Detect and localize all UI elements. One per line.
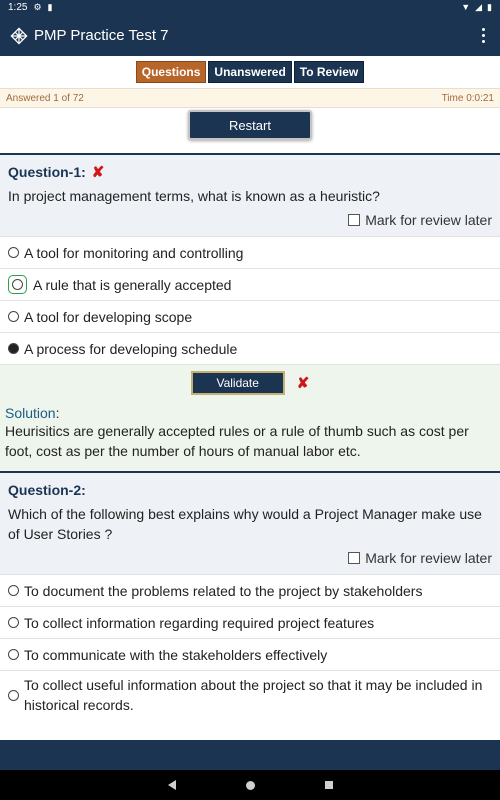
- tab-to-review[interactable]: To Review: [294, 61, 364, 83]
- question-title-row: [8, 479, 492, 501]
- answer-option[interactable]: [0, 236, 500, 268]
- question-text: Which of the following best explains why would a Project Manager make use of User Stories ?: [8, 506, 482, 542]
- overflow-menu-icon[interactable]: [476, 26, 490, 46]
- signal-icon: ◢: [475, 2, 483, 12]
- mark-review-toggle[interactable]: [8, 208, 492, 232]
- status-time: 1:25: [8, 2, 28, 13]
- solution-panel: [0, 401, 500, 471]
- solution-text: Heurisitics are generally accepted rules or a rule of thumb such as cost per foot, cost as per the number of hours of manual labor etc.: [5, 423, 469, 459]
- back-icon[interactable]: [168, 780, 176, 790]
- settings-icon: ⚙: [33, 2, 42, 12]
- option-label: A rule that is generally accepted: [33, 276, 232, 293]
- correct-answer-highlight: [8, 275, 27, 294]
- review-checkbox[interactable]: [348, 552, 360, 564]
- sd-card-icon: ▮: [47, 2, 53, 12]
- option-label: A process for developing schedule: [24, 340, 238, 357]
- battery-icon: ▮: [487, 2, 492, 12]
- app-bar: [0, 15, 500, 56]
- option-label: A tool for monitoring and controlling: [24, 244, 244, 261]
- status-bar: [0, 0, 500, 15]
- answer-option[interactable]: [0, 670, 500, 719]
- answer-option[interactable]: [0, 574, 500, 606]
- question-text: In project management terms, what is known as a heuristic?: [8, 188, 380, 204]
- info-bar: [0, 88, 500, 108]
- question-title: Question-1:: [8, 164, 86, 180]
- review-label: Mark for review later: [365, 212, 492, 228]
- bottom-app-strip: [0, 740, 500, 770]
- question-card-2: [0, 471, 500, 719]
- option-label: To collect useful information about the project so that it may be included in historical records.: [24, 677, 483, 713]
- restart-button[interactable]: Restart: [188, 110, 312, 140]
- app-title: PMP Practice Test 7: [34, 27, 169, 44]
- solution-label: Solution: [5, 405, 56, 421]
- answer-option[interactable]: [0, 300, 500, 332]
- question-title: Question-2:: [8, 482, 86, 498]
- elapsed-time: Time 0:0:21: [441, 92, 494, 104]
- question-title-row: [8, 161, 492, 183]
- question-list[interactable]: [0, 108, 500, 740]
- radio-button[interactable]: [12, 279, 23, 290]
- tab-bar: [0, 56, 500, 88]
- review-checkbox[interactable]: [348, 214, 360, 226]
- radio-button-selected[interactable]: [8, 343, 19, 354]
- radio-button[interactable]: [8, 247, 19, 258]
- review-label: Mark for review later: [365, 550, 492, 566]
- wifi-icon: ▼: [461, 2, 471, 12]
- solution-colon: :: [55, 405, 60, 421]
- app-logo-icon: [10, 27, 28, 45]
- validate-row: [0, 364, 500, 401]
- answer-option-selected[interactable]: [0, 332, 500, 364]
- answer-option-correct[interactable]: [0, 268, 500, 300]
- answered-count: Answered 1 of 72: [6, 92, 84, 104]
- answer-option[interactable]: [0, 606, 500, 638]
- tab-questions[interactable]: Questions: [136, 61, 207, 83]
- question-card-1: [0, 153, 500, 471]
- option-label: A tool for developing scope: [24, 308, 193, 325]
- option-label: To document the problems related to the project by stakeholders: [24, 582, 423, 599]
- option-label: To collect information regarding required project features: [24, 614, 375, 631]
- validate-button[interactable]: Validate: [191, 371, 285, 395]
- solution-heading: [5, 405, 495, 421]
- radio-button[interactable]: [8, 585, 19, 596]
- answer-option[interactable]: [0, 638, 500, 670]
- radio-button[interactable]: [8, 649, 19, 660]
- wrong-answer-icon: ✘: [296, 374, 310, 392]
- radio-button[interactable]: [8, 617, 19, 628]
- radio-button[interactable]: [8, 690, 19, 701]
- system-navigation-bar: [0, 770, 500, 800]
- wrong-answer-icon: ✘: [91, 163, 105, 181]
- recent-apps-icon[interactable]: [325, 781, 333, 789]
- home-icon[interactable]: [246, 781, 255, 790]
- radio-button[interactable]: [8, 311, 19, 322]
- option-label: To communicate with the stakeholders effectively: [24, 646, 328, 663]
- mark-review-toggle[interactable]: [8, 546, 492, 570]
- tab-unanswered[interactable]: Unanswered: [208, 61, 291, 83]
